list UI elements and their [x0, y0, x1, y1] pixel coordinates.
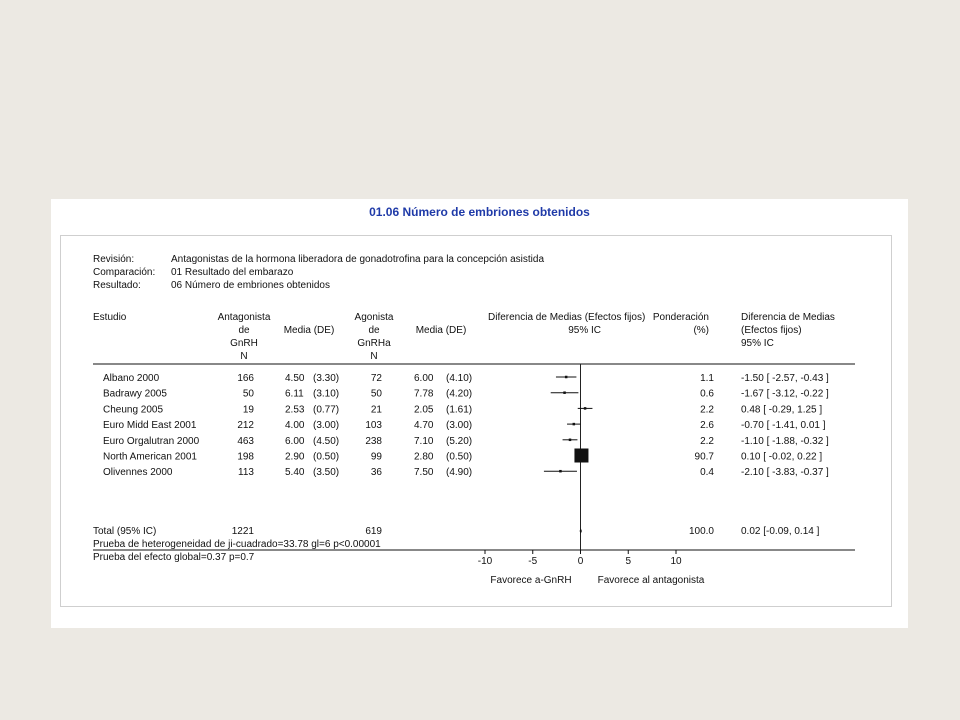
study-n1: 19	[242, 404, 254, 416]
axis-tick-label: -10	[477, 556, 493, 567]
study-name: Euro Orgalutran 2000	[103, 435, 200, 447]
study-name: North American 2001	[103, 451, 197, 463]
study-mean-2: 2.05	[414, 404, 434, 416]
study-n2: 72	[370, 373, 382, 384]
header-antagonista: de	[238, 325, 250, 336]
meta-value: 06 Número de embriones obtenidos	[171, 280, 330, 291]
study-weight: 2.6	[700, 420, 714, 432]
study-ci-text: 0.10 [ -0.02, 0.22 ]	[741, 451, 823, 463]
study-name: Albano 2000	[103, 373, 160, 384]
study-point	[559, 470, 562, 473]
study-mean-1: 6.00	[285, 435, 305, 447]
study-mean-1: 2.53	[285, 404, 305, 416]
study-point	[584, 407, 587, 410]
study-weight: 2.2	[700, 435, 714, 447]
header-agonista: GnRHa	[357, 338, 391, 349]
study-mean-2: 2.80	[414, 451, 434, 463]
study-sd-2: (5.20)	[446, 435, 473, 447]
study-mean-2: 6.00	[414, 373, 434, 384]
overall-effect-text: Prueba del efecto global=0.37 p=0.7	[93, 552, 255, 563]
axis-tick-label: -5	[528, 556, 538, 567]
study-sd-1: (3.30)	[313, 373, 340, 384]
meta-value: Antagonistas de la hormona liberadora de gonadotrofina para la concepción asistida	[171, 254, 545, 265]
study-n2: 50	[370, 388, 382, 400]
header-diferencia-2: Diferencia de Medias	[741, 312, 835, 323]
study-mean-1: 2.90	[285, 451, 305, 463]
study-name: Cheung 2005	[103, 404, 164, 416]
study-name: Euro Midd East 2001	[103, 420, 197, 432]
study-sd-1: (3.10)	[313, 388, 340, 400]
study-weight: 0.6	[700, 388, 714, 400]
study-n1: 212	[237, 420, 254, 432]
study-weight: 90.7	[694, 451, 714, 463]
header-diferencia-2: (Efectos fijos)	[741, 325, 802, 336]
study-point	[574, 449, 588, 463]
meta-label: Revisión:	[93, 254, 135, 265]
study-ci-text: -1.10 [ -1.88, -0.32 ]	[741, 435, 829, 447]
study-mean-2: 7.50	[414, 467, 434, 479]
forest-plot-panel	[51, 199, 908, 628]
study-sd-1: (3.50)	[313, 467, 340, 479]
study-mean-1: 5.40	[285, 467, 305, 479]
study-point	[569, 439, 572, 442]
total-label: Total (95% IC)	[93, 526, 157, 537]
study-ci-text: -0.70 [ -1.41, 0.01 ]	[741, 420, 826, 432]
meta-value: 01 Resultado del embarazo	[171, 267, 294, 278]
pooled-diamond	[580, 528, 582, 534]
study-point	[573, 423, 576, 426]
study-sd-2: (0.50)	[446, 451, 473, 463]
total-weight: 100.0	[688, 526, 714, 537]
header-media-2: Media (DE)	[415, 325, 467, 336]
axis-tick-label: 0	[577, 556, 584, 567]
study-ci-text: -1.67 [ -3.12, -0.22 ]	[741, 388, 829, 400]
study-ci-text: -2.10 [ -3.83, -0.37 ]	[741, 467, 829, 479]
header-media-1: Media (DE)	[283, 325, 335, 336]
heterogeneity-text: Prueba de heterogeneidad de ji-cuadrado=33.78 gl=6 p<0.00001	[93, 539, 381, 550]
forest-plot	[61, 236, 891, 606]
header-agonista: Agonista	[354, 312, 394, 323]
study-n1: 113	[238, 467, 254, 479]
page-title: 01.06 Número de embriones obtenidos	[369, 205, 590, 219]
header-antagonista: Antagonista	[217, 312, 271, 323]
study-n2: 36	[370, 467, 382, 479]
plot-frame	[60, 235, 892, 607]
header-estudio: Estudio	[93, 312, 127, 323]
study-point	[563, 391, 566, 394]
study-n1: 50	[242, 388, 254, 400]
header-ponderacion: Ponderación	[652, 312, 709, 323]
study-sd-2: (4.10)	[446, 373, 473, 384]
header-ic: 95% IC	[568, 325, 601, 336]
total-n2: 619	[365, 526, 382, 537]
study-ci-text: -1.50 [ -2.57, -0.43 ]	[741, 373, 829, 384]
study-weight: 2.2	[700, 404, 714, 416]
study-sd-1: (3.00)	[313, 420, 340, 432]
study-mean-1: 4.50	[285, 373, 305, 384]
meta-label: Comparación:	[93, 267, 156, 278]
study-point	[565, 376, 568, 379]
study-name: Badrawy 2005	[103, 388, 167, 400]
axis-label-right: Favorece al antagonista	[597, 575, 705, 586]
study-name: Olivennes 2000	[103, 467, 173, 479]
total-n1: 1221	[231, 526, 254, 537]
study-n2: 103	[365, 420, 382, 432]
study-weight: 1.1	[700, 373, 714, 384]
study-n1: 463	[237, 435, 254, 447]
study-sd-2: (1.61)	[446, 404, 473, 416]
total-ci-text: 0.02 [-0.09, 0.14 ]	[741, 526, 820, 537]
study-sd-2: (4.90)	[446, 467, 473, 479]
study-mean-2: 4.70	[414, 420, 434, 432]
header-diferencia-2: 95% IC	[741, 338, 774, 349]
axis-label-left: Favorece a-GnRH	[490, 575, 572, 586]
header-antagonista: N	[240, 351, 248, 362]
header-diferencia: Diferencia de Medias (Efectos fijos)	[488, 312, 646, 323]
meta-label: Resultado:	[93, 280, 141, 291]
study-n1: 198	[237, 451, 254, 463]
study-weight: 0.4	[700, 467, 714, 479]
study-mean-2: 7.78	[414, 388, 434, 400]
header-antagonista: GnRH	[230, 338, 258, 349]
study-n2: 21	[370, 404, 382, 416]
study-sd-2: (4.20)	[446, 388, 473, 400]
header-agonista: de	[368, 325, 380, 336]
study-ci-text: 0.48 [ -0.29, 1.25 ]	[741, 404, 823, 416]
header-agonista: N	[370, 351, 378, 362]
axis-tick-label: 5	[625, 556, 632, 567]
study-sd-1: (0.77)	[313, 404, 340, 416]
study-mean-1: 4.00	[285, 420, 305, 432]
header-ponderacion: (%)	[693, 325, 709, 336]
study-sd-2: (3.00)	[446, 420, 473, 432]
study-mean-1: 6.11	[285, 388, 304, 400]
study-mean-2: 7.10	[414, 435, 434, 447]
study-n2: 238	[365, 435, 382, 447]
study-sd-1: (4.50)	[313, 435, 340, 447]
study-sd-1: (0.50)	[313, 451, 340, 463]
axis-tick-label: 10	[670, 556, 682, 567]
study-n2: 99	[370, 451, 382, 463]
study-n1: 166	[237, 373, 254, 384]
